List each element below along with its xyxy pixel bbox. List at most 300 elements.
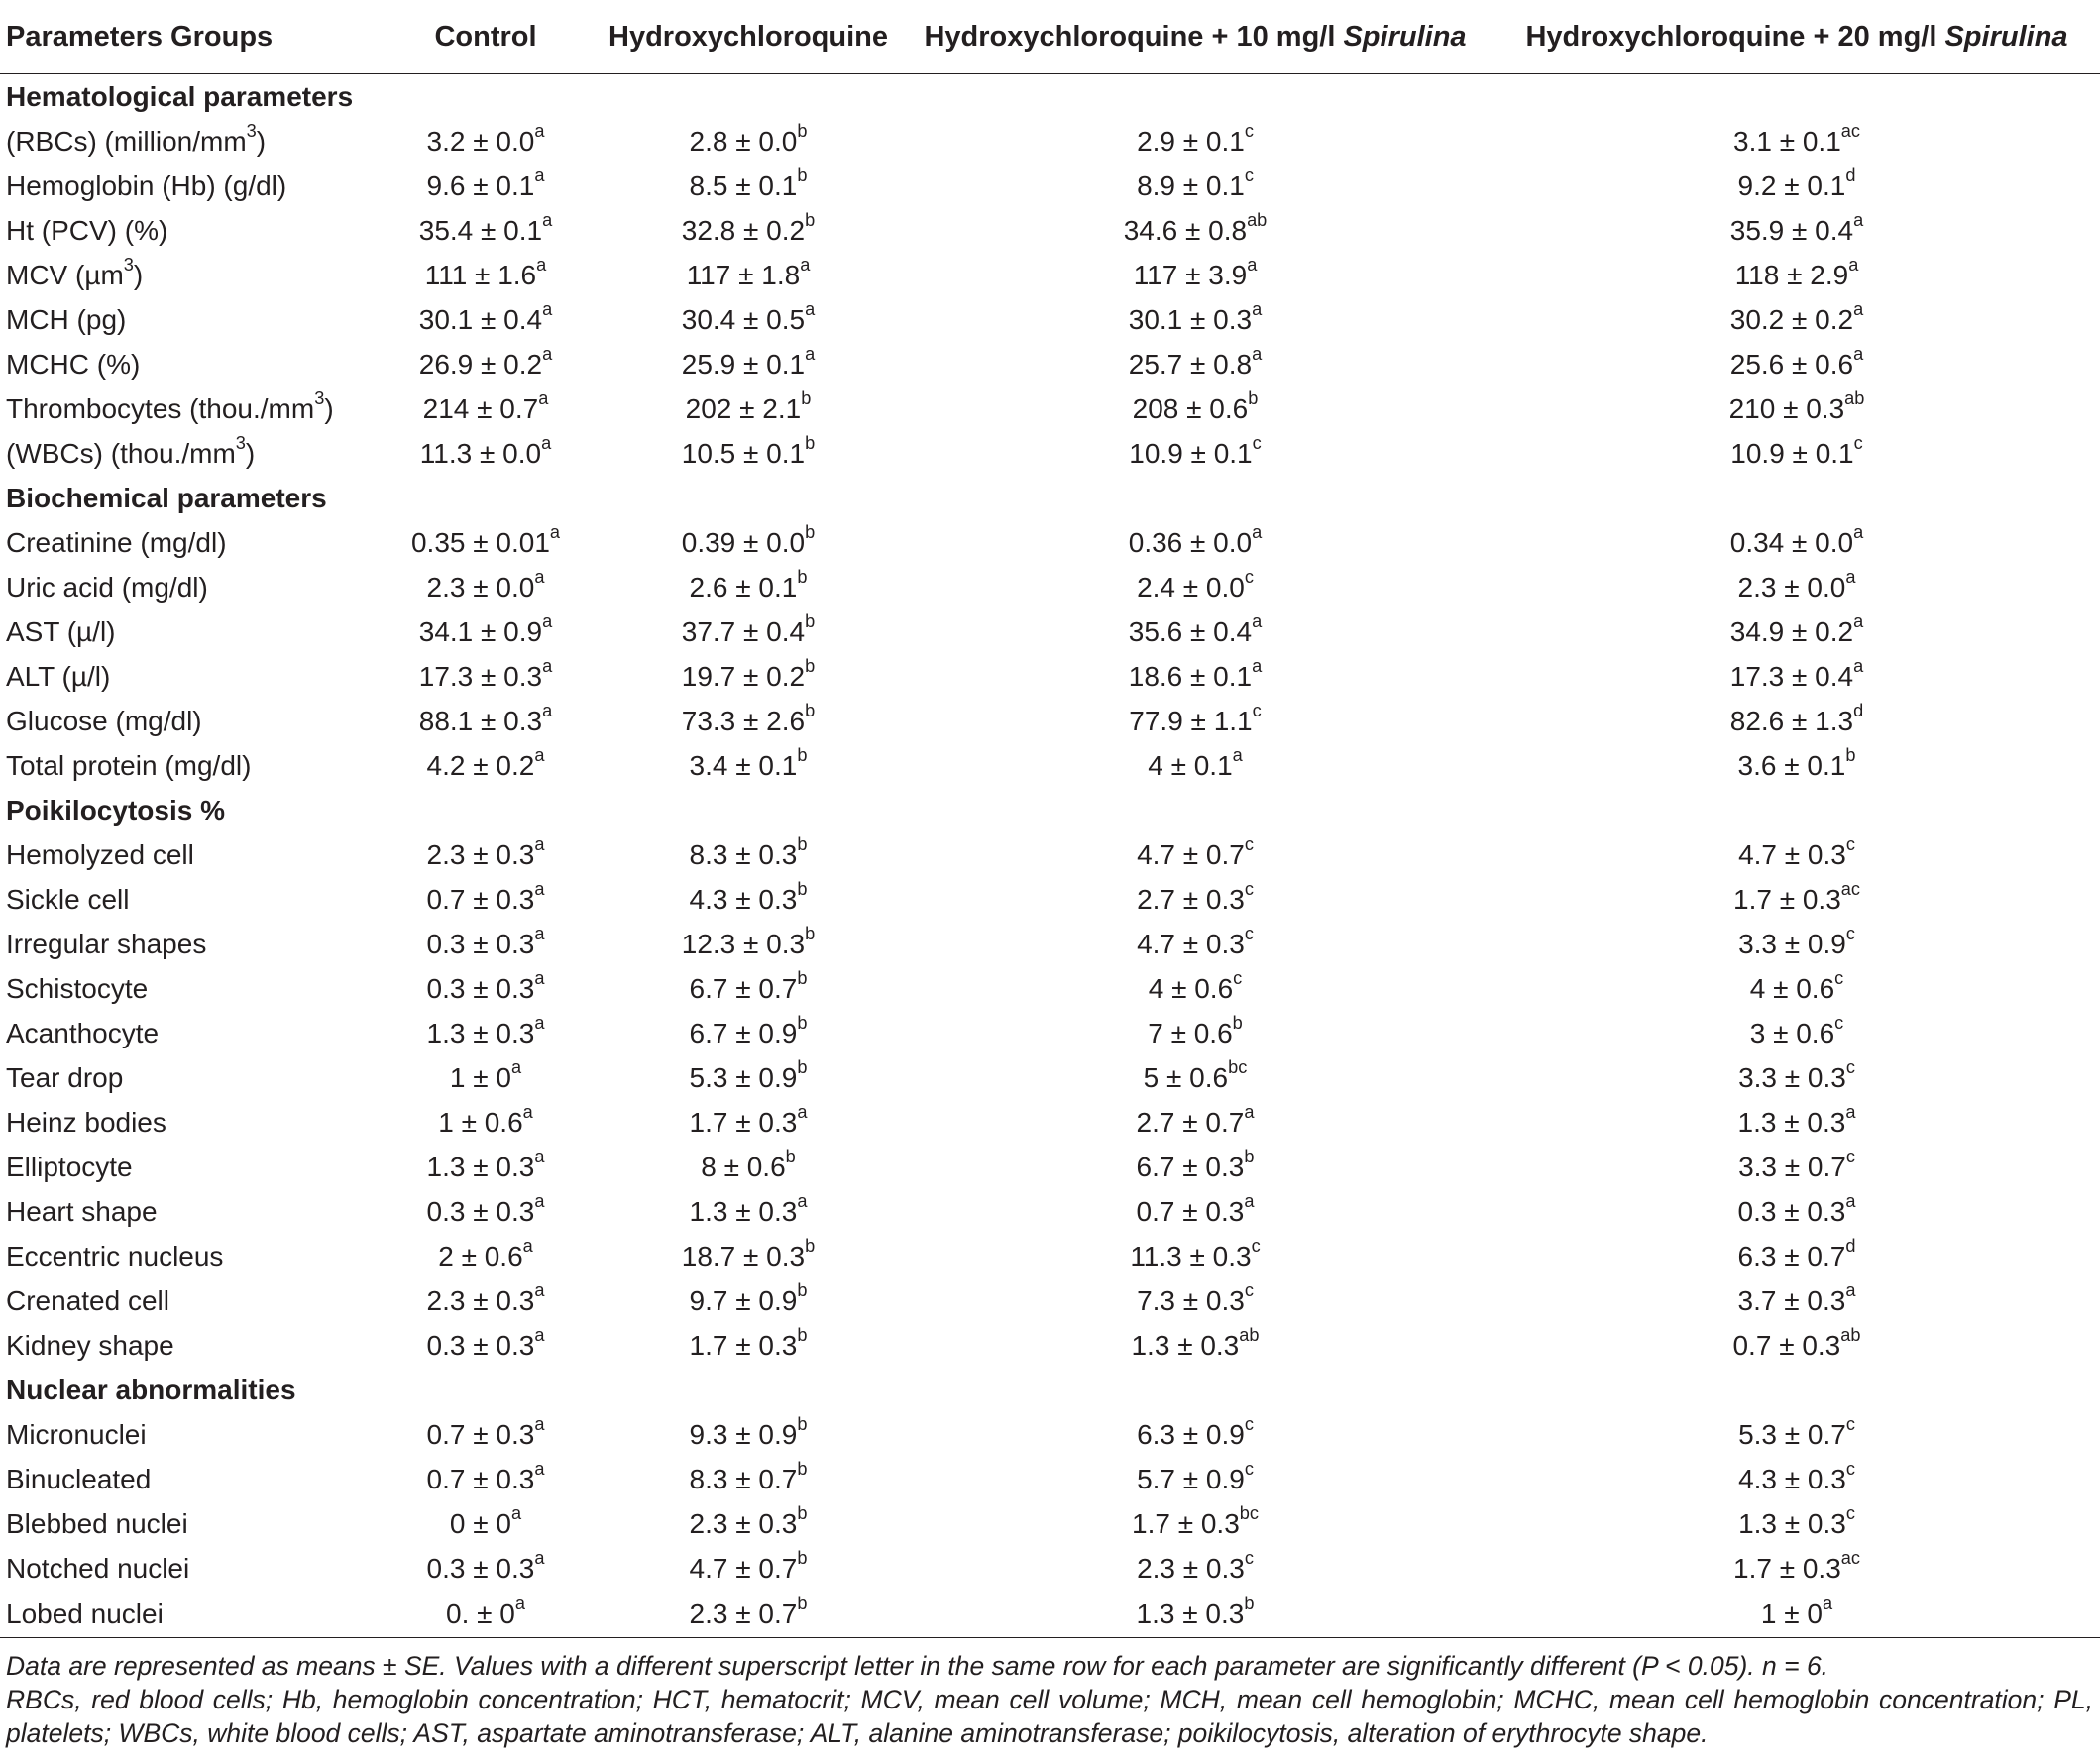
significance-letter: b — [797, 745, 808, 766]
significance-letter: a — [1853, 611, 1864, 632]
mean-se-value: 34.6 ± 0.8 — [1123, 214, 1248, 246]
header-hcq-20-spirulina — [1493, 0, 2100, 74]
parameter-label — [0, 119, 372, 164]
mean-se-value: 202 ± 2.1 — [685, 392, 802, 424]
mean-se-value: 30.1 ± 0.4 — [418, 303, 543, 335]
mean-se-value: 117 ± 3.9 — [1133, 259, 1248, 290]
parameter-name-end: ) — [256, 125, 267, 157]
parameter-name: (RBCs) (million/mm — [6, 125, 247, 157]
value-cell — [897, 253, 1493, 297]
significance-letter: a — [542, 344, 553, 365]
value-cell — [600, 1234, 897, 1278]
significance-letter: b — [797, 834, 808, 855]
mean-se-value: 4 ± 0.6 — [1148, 972, 1234, 1004]
parameter-label — [0, 1100, 372, 1145]
header-parameters-groups — [0, 0, 372, 74]
value-cell — [600, 877, 897, 922]
significance-letter: b — [1244, 1147, 1255, 1167]
significance-letter: b — [805, 924, 816, 944]
parameter-name: Blebbed nuclei — [6, 1507, 188, 1539]
value-cell — [372, 877, 600, 922]
value-cell — [600, 565, 897, 609]
significance-letter: b — [801, 388, 812, 409]
footnote-statistics: Data are represented as means ± SE. Values with a different superscript letter in the same row for each parameter are significantly different (P < 0.05). n = 6. — [6, 1651, 1829, 1681]
mean-se-value: 8.3 ± 0.3 — [689, 838, 798, 870]
significance-letter: b — [797, 1057, 808, 1078]
significance-letter: a — [1845, 1191, 1856, 1212]
mean-se-value: 10.5 ± 0.1 — [681, 437, 806, 469]
parameter-label — [0, 1055, 372, 1100]
mean-se-value: 0.36 ± 0.0 — [1128, 526, 1253, 558]
mean-se-value: 1.3 ± 0.3 — [426, 1017, 535, 1048]
parameter-name: Hemoglobin (Hb) (g/dl) — [6, 169, 287, 201]
mean-se-value: 4.3 ± 0.3 — [689, 883, 798, 915]
value-cell — [897, 164, 1493, 208]
significance-letter: a — [510, 1057, 522, 1078]
parameter-name: Micronuclei — [6, 1418, 147, 1450]
header-text: Control — [434, 20, 537, 53]
mean-se-value: 26.9 ± 0.2 — [418, 348, 543, 380]
significance-letter: b — [797, 121, 808, 142]
value-cell — [600, 1189, 897, 1234]
mean-se-value: 35.4 ± 0.1 — [418, 214, 543, 246]
parameter-name: Heart shape — [6, 1195, 158, 1227]
parameter-name: MCV (µm — [6, 259, 124, 290]
value-cell — [897, 743, 1493, 788]
mean-se-value: 8.5 ± 0.1 — [689, 169, 798, 201]
mean-se-value: 18.7 ± 0.3 — [681, 1240, 806, 1271]
significance-letter: c — [1251, 1236, 1261, 1257]
value-cell — [1493, 1189, 2100, 1234]
mean-se-value: 0.3 ± 0.3 — [1737, 1195, 1846, 1227]
value-cell — [600, 922, 897, 966]
mean-se-value: 77.9 ± 1.1 — [1129, 705, 1253, 736]
value-cell — [1493, 1546, 2100, 1591]
table-row — [0, 743, 2100, 788]
value-cell — [600, 431, 897, 476]
mean-se-value: 1.3 ± 0.3 — [426, 1151, 535, 1182]
mean-se-value: 3.7 ± 0.3 — [1737, 1284, 1846, 1316]
value-cell — [897, 966, 1493, 1011]
value-cell — [600, 520, 897, 565]
mean-se-value: 2.3 ± 0.0 — [426, 571, 535, 603]
mean-se-value: 0.35 ± 0.01 — [410, 526, 550, 558]
parameter-label — [0, 1457, 372, 1501]
mean-se-value: 4.7 ± 0.3 — [1738, 838, 1846, 870]
significance-letter: a — [534, 1414, 545, 1435]
mean-se-value: 0.7 ± 0.3 — [426, 1463, 535, 1494]
mean-se-value: 1.3 ± 0.3 — [689, 1195, 798, 1227]
significance-letter: a — [805, 344, 816, 365]
parameter-label — [0, 565, 372, 609]
parameter-name: ALT (µ/l) — [6, 660, 111, 692]
parameter-label — [0, 431, 372, 476]
mean-se-value: 30.2 ± 0.2 — [1729, 303, 1854, 335]
value-cell — [897, 609, 1493, 654]
section-title: Biochemical parameters — [6, 482, 327, 513]
significance-letter: c — [1244, 834, 1254, 855]
parameter-label — [0, 297, 372, 342]
significance-letter: a — [797, 1102, 808, 1123]
mean-se-value: 1.3 ± 0.3 — [1738, 1507, 1846, 1539]
parameter-name-end: ) — [133, 259, 144, 290]
mean-se-value: 9.3 ± 0.9 — [689, 1418, 798, 1450]
mean-se-value: 3.4 ± 0.1 — [689, 749, 798, 781]
value-cell — [1493, 1412, 2100, 1457]
section-row — [0, 788, 2100, 832]
parameter-name-end: ) — [324, 392, 334, 424]
parameter-name: Creatinine (mg/dl) — [6, 526, 227, 558]
section-title: Hematological parameters — [6, 80, 354, 112]
value-cell — [1493, 832, 2100, 877]
mean-se-value: 1.3 ± 0.3 — [1131, 1329, 1240, 1361]
mean-se-value: 2.4 ± 0.0 — [1137, 571, 1245, 603]
parameter-name: Notched nuclei — [6, 1552, 190, 1584]
value-cell — [897, 699, 1493, 743]
table-row — [0, 609, 2100, 654]
significance-letter: ab — [1239, 1325, 1260, 1346]
significance-letter: b — [805, 656, 816, 677]
significance-letter: b — [797, 1414, 808, 1435]
value-cell — [372, 1011, 600, 1055]
significance-letter: a — [1853, 344, 1864, 365]
mean-se-value: 4.2 ± 0.2 — [426, 749, 535, 781]
significance-letter: b — [805, 522, 816, 543]
table-row — [0, 386, 2100, 431]
value-cell — [372, 253, 600, 297]
significance-letter: a — [1845, 1280, 1856, 1301]
mean-se-value: 0.3 ± 0.3 — [426, 1195, 535, 1227]
significance-letter: a — [534, 834, 545, 855]
mean-se-value: 2.7 ± 0.7 — [1136, 1106, 1245, 1138]
significance-letter: c — [1845, 1503, 1855, 1524]
value-cell — [600, 654, 897, 699]
value-cell — [897, 1323, 1493, 1368]
mean-se-value: 1.7 ± 0.3 — [689, 1106, 798, 1138]
parameter-unit-exponent: 3 — [246, 121, 257, 142]
value-cell — [897, 654, 1493, 699]
value-cell — [372, 743, 600, 788]
header-text: Hydroxychloroquine + 20 mg/l — [1525, 20, 1945, 53]
value-cell — [372, 208, 600, 253]
parameter-label — [0, 966, 372, 1011]
value-cell — [600, 1546, 897, 1591]
table-row — [0, 119, 2100, 164]
value-cell — [600, 1055, 897, 1100]
mean-se-value: 0.3 ± 0.3 — [426, 972, 535, 1004]
parameter-label — [0, 253, 372, 297]
significance-letter: ac — [1840, 879, 1860, 900]
mean-se-value: 0. ± 0 — [446, 1598, 515, 1629]
table-row — [0, 431, 2100, 476]
value-cell — [1493, 119, 2100, 164]
section-title: Nuclear abnormalities — [6, 1374, 296, 1405]
mean-se-value: 208 ± 0.6 — [1132, 392, 1249, 424]
parameter-name: Hemolyzed cell — [6, 838, 194, 870]
significance-letter: c — [1834, 1013, 1844, 1034]
mean-se-value: 35.9 ± 0.4 — [1729, 214, 1854, 246]
mean-se-value: 1.3 ± 0.3 — [1737, 1106, 1846, 1138]
significance-letter: c — [1853, 433, 1863, 454]
significance-letter: b — [797, 567, 808, 588]
mean-se-value: 4.7 ± 0.7 — [1137, 838, 1245, 870]
significance-letter: b — [797, 1594, 808, 1614]
mean-se-value: 1.7 ± 0.3 — [1733, 1552, 1841, 1584]
significance-letter: a — [1845, 1102, 1856, 1123]
header-text: Hydroxychloroquine — [608, 20, 888, 53]
significance-letter: c — [1244, 1548, 1254, 1569]
significance-letter: a — [1252, 344, 1263, 365]
value-cell — [897, 1546, 1493, 1591]
significance-letter: a — [1252, 611, 1263, 632]
mean-se-value: 25.7 ± 0.8 — [1128, 348, 1253, 380]
significance-letter: b — [1845, 745, 1856, 766]
mean-se-value: 3.3 ± 0.3 — [1738, 1061, 1846, 1093]
mean-se-value: 214 ± 0.7 — [422, 392, 539, 424]
significance-letter: bc — [1228, 1057, 1248, 1078]
value-cell — [600, 386, 897, 431]
significance-letter: a — [534, 1548, 545, 1569]
value-cell — [897, 431, 1493, 476]
value-cell — [372, 609, 600, 654]
mean-se-value: 210 ± 0.3 — [1728, 392, 1845, 424]
significance-letter: a — [534, 121, 545, 142]
value-cell — [372, 1100, 600, 1145]
significance-letter: a — [534, 924, 545, 944]
value-cell — [372, 832, 600, 877]
parameter-name: Eccentric nucleus — [6, 1240, 224, 1271]
value-cell — [372, 654, 600, 699]
significance-letter: b — [805, 1236, 816, 1257]
value-cell — [1493, 699, 2100, 743]
significance-letter: ab — [1247, 210, 1268, 231]
mean-se-value: 4 ± 0.1 — [1148, 749, 1233, 781]
value-cell — [372, 1234, 600, 1278]
parameter-label — [0, 1501, 372, 1546]
significance-letter: b — [805, 433, 816, 454]
parameter-label — [0, 832, 372, 877]
value-cell — [1493, 1278, 2100, 1323]
value-cell — [1493, 1501, 2100, 1546]
significance-letter: c — [1252, 433, 1262, 454]
mean-se-value: 6.7 ± 0.3 — [1136, 1151, 1245, 1182]
mean-se-value: 3.6 ± 0.1 — [1737, 749, 1846, 781]
mean-se-value: 2.3 ± 0.7 — [689, 1598, 798, 1629]
mean-se-value: 0.3 ± 0.3 — [426, 928, 535, 959]
parameter-label — [0, 208, 372, 253]
mean-se-value: 17.3 ± 0.4 — [1729, 660, 1854, 692]
parameter-name: Schistocyte — [6, 972, 149, 1004]
value-cell — [1493, 297, 2100, 342]
mean-se-value: 4.7 ± 0.7 — [689, 1552, 798, 1584]
significance-letter: a — [1848, 255, 1859, 275]
mean-se-value: 18.6 ± 0.1 — [1128, 660, 1253, 692]
parameter-label — [0, 164, 372, 208]
value-cell — [897, 208, 1493, 253]
significance-letter: c — [1244, 165, 1254, 186]
significance-letter: a — [538, 388, 549, 409]
mean-se-value: 6.3 ± 0.9 — [1137, 1418, 1245, 1450]
significance-letter: c — [1845, 1459, 1855, 1480]
value-cell — [372, 386, 600, 431]
value-cell — [897, 1145, 1493, 1189]
significance-letter: a — [542, 701, 553, 721]
significance-letter: a — [1853, 522, 1864, 543]
significance-letter: b — [797, 1548, 808, 1569]
table-row — [0, 1412, 2100, 1457]
mean-se-value: 3.2 ± 0.0 — [426, 125, 535, 157]
mean-se-value: 2.9 ± 0.1 — [1137, 125, 1245, 157]
significance-letter: c — [1845, 1414, 1855, 1435]
value-cell — [600, 1457, 897, 1501]
significance-letter: a — [805, 299, 816, 320]
value-cell — [600, 1591, 897, 1638]
table-row — [0, 164, 2100, 208]
table-header — [0, 0, 2100, 74]
significance-letter: ac — [1840, 1548, 1860, 1569]
significance-letter: c — [1233, 968, 1243, 989]
mean-se-value: 2.3 ± 0.3 — [426, 838, 535, 870]
significance-letter: a — [522, 1236, 533, 1257]
table-row — [0, 1011, 2100, 1055]
parameter-label — [0, 342, 372, 386]
value-cell — [372, 297, 600, 342]
value-cell — [600, 297, 897, 342]
significance-letter: a — [534, 879, 545, 900]
value-cell — [897, 1412, 1493, 1457]
table-row — [0, 654, 2100, 699]
significance-letter: a — [1247, 255, 1258, 275]
value-cell — [600, 1145, 897, 1189]
value-cell — [897, 1055, 1493, 1100]
parameter-label — [0, 654, 372, 699]
mean-se-value: 1 ± 0 — [449, 1061, 511, 1093]
table-row — [0, 1189, 2100, 1234]
significance-letter: b — [805, 210, 816, 231]
mean-se-value: 8 ± 0.6 — [701, 1151, 786, 1182]
parameter-unit-exponent: 3 — [314, 388, 325, 409]
parameter-label — [0, 877, 372, 922]
value-cell — [372, 1055, 600, 1100]
value-cell — [897, 1591, 1493, 1638]
value-cell — [600, 253, 897, 297]
significance-letter: c — [1845, 834, 1855, 855]
parameter-name: (WBCs) (thou./mm — [6, 437, 236, 469]
parameter-name: Glucose (mg/dl) — [6, 705, 202, 736]
mean-se-value: 0.3 ± 0.3 — [426, 1552, 535, 1584]
mean-se-value: 1.7 ± 0.3 — [689, 1329, 798, 1361]
significance-letter: b — [1244, 1594, 1255, 1614]
significance-letter: b — [797, 165, 808, 186]
significance-letter: a — [536, 255, 547, 275]
parameter-name: Irregular shapes — [6, 928, 207, 959]
mean-se-value: 2.8 ± 0.0 — [689, 125, 798, 157]
parameter-label — [0, 520, 372, 565]
mean-se-value: 0.3 ± 0.3 — [426, 1329, 535, 1361]
value-cell — [1493, 1055, 2100, 1100]
mean-se-value: 10.9 ± 0.1 — [1730, 437, 1854, 469]
significance-letter: bc — [1239, 1503, 1259, 1524]
significance-letter: b — [1248, 388, 1259, 409]
mean-se-value: 34.9 ± 0.2 — [1729, 615, 1854, 647]
parameter-name: Thrombocytes (thou./mm — [6, 392, 315, 424]
significance-letter: a — [1845, 567, 1856, 588]
value-cell — [1493, 1145, 2100, 1189]
mean-se-value: 5.3 ± 0.7 — [1738, 1418, 1846, 1450]
significance-letter: c — [1834, 968, 1844, 989]
value-cell — [1493, 520, 2100, 565]
mean-se-value: 4.7 ± 0.3 — [1137, 928, 1245, 959]
significance-letter: ab — [1844, 388, 1865, 409]
parameter-label — [0, 1412, 372, 1457]
table-row — [0, 922, 2100, 966]
value-cell — [372, 342, 600, 386]
parameter-label — [0, 1323, 372, 1368]
significance-letter: a — [1252, 299, 1263, 320]
value-cell — [600, 119, 897, 164]
parameter-name: Kidney shape — [6, 1329, 174, 1361]
mean-se-value: 2.3 ± 0.0 — [1737, 571, 1846, 603]
parameter-name-end: ) — [245, 437, 256, 469]
significance-letter: a — [800, 255, 811, 275]
table-footnote — [6, 1649, 2093, 1750]
mean-se-value: 0.34 ± 0.0 — [1729, 526, 1854, 558]
value-cell — [1493, 1100, 2100, 1145]
parameter-name: Lobed nuclei — [6, 1598, 164, 1629]
value-cell — [372, 1323, 600, 1368]
table-row — [0, 1323, 2100, 1368]
significance-letter: c — [1244, 567, 1254, 588]
value-cell — [1493, 1591, 2100, 1638]
significance-letter: a — [534, 1280, 545, 1301]
parameter-name: Binucleated — [6, 1463, 152, 1494]
significance-letter: a — [542, 210, 553, 231]
significance-letter: a — [541, 433, 552, 454]
mean-se-value: 1 ± 0 — [1760, 1598, 1823, 1629]
value-cell — [897, 297, 1493, 342]
mean-se-value: 1.7 ± 0.3 — [1132, 1507, 1240, 1539]
value-cell — [897, 832, 1493, 877]
significance-letter: a — [534, 1191, 545, 1212]
parameter-label — [0, 1011, 372, 1055]
value-cell — [897, 386, 1493, 431]
significance-letter: a — [534, 1147, 545, 1167]
value-cell — [372, 1189, 600, 1234]
parameter-name: AST (µ/l) — [6, 615, 116, 647]
value-cell — [372, 1501, 600, 1546]
significance-letter: b — [805, 701, 816, 721]
table-row — [0, 297, 2100, 342]
header-italic-text: Spirulina — [1944, 20, 2068, 53]
significance-letter: b — [797, 1013, 808, 1034]
value-cell — [372, 1412, 600, 1457]
mean-se-value: 37.7 ± 0.4 — [681, 615, 806, 647]
value-cell — [897, 520, 1493, 565]
significance-letter: a — [797, 1191, 808, 1212]
parameter-name: MCH (pg) — [6, 303, 127, 335]
value-cell — [897, 1501, 1493, 1546]
table-row — [0, 1145, 2100, 1189]
significance-letter: c — [1244, 879, 1254, 900]
significance-letter: a — [549, 522, 561, 543]
value-cell — [1493, 565, 2100, 609]
value-cell — [600, 164, 897, 208]
significance-letter: a — [514, 1594, 525, 1614]
mean-se-value: 4.3 ± 0.3 — [1738, 1463, 1846, 1494]
value-cell — [897, 1234, 1493, 1278]
value-cell — [1493, 743, 2100, 788]
value-cell — [897, 342, 1493, 386]
